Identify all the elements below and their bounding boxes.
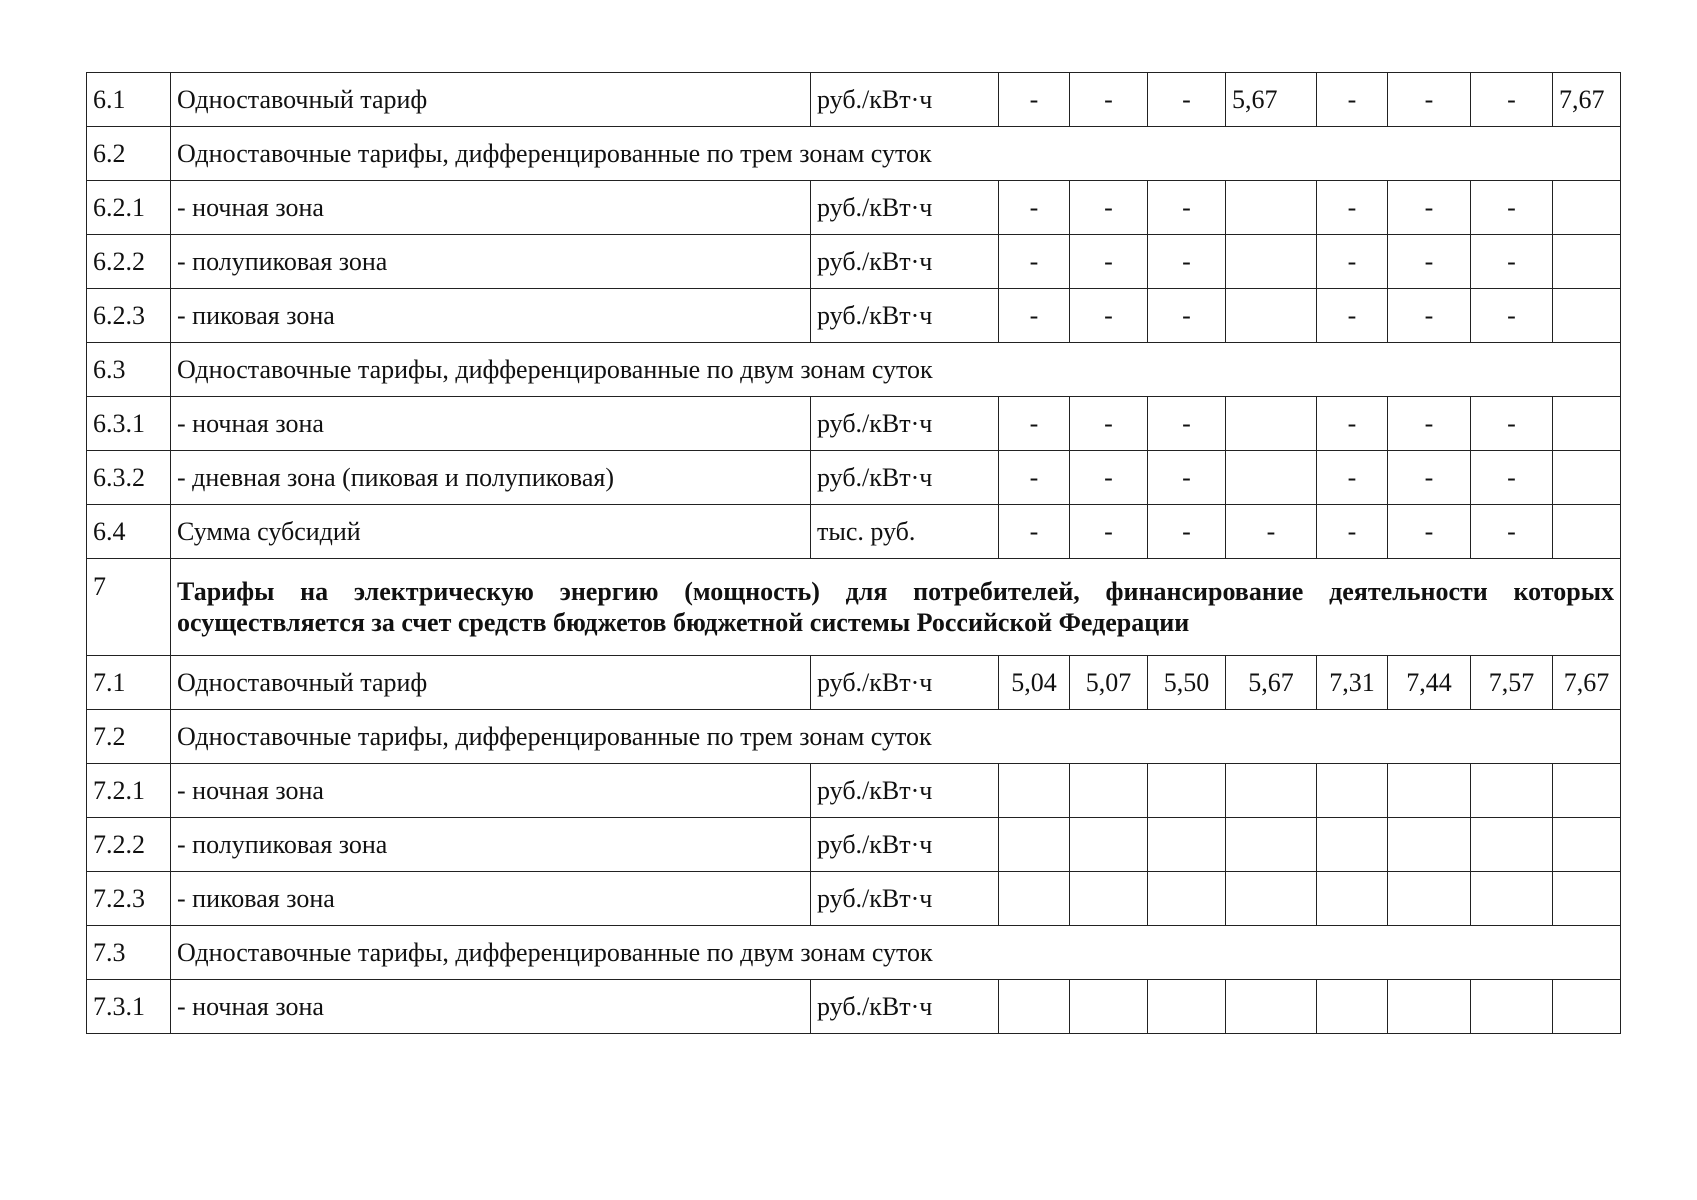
value-cell: -: [1388, 181, 1471, 235]
value-cell: 5,67: [1226, 73, 1317, 127]
value-cell: 7,57: [1471, 656, 1553, 710]
row-label: - пиковая зона: [171, 872, 811, 926]
value-cell: [1226, 181, 1317, 235]
row-number: 6.4: [87, 505, 171, 559]
row-label: - ночная зона: [171, 764, 811, 818]
value-cell: [1226, 397, 1317, 451]
value-cell: 7,67: [1553, 656, 1621, 710]
row-unit: руб./кВт·ч: [811, 764, 999, 818]
row-label: - ночная зона: [171, 397, 811, 451]
value-cell: 5,67: [1226, 656, 1317, 710]
value-cell: -: [1070, 73, 1148, 127]
row-label: - пиковая зона: [171, 289, 811, 343]
row-number: 6.2.3: [87, 289, 171, 343]
value-cell: [1226, 980, 1317, 1034]
value-cell: [1553, 872, 1621, 926]
table-row: [87, 710, 1621, 764]
value-cell: -: [1070, 289, 1148, 343]
value-cell: -: [1148, 235, 1226, 289]
value-cell: -: [1070, 505, 1148, 559]
value-cell: -: [1388, 73, 1471, 127]
value-cell: -: [1471, 289, 1553, 343]
value-cell: -: [1388, 397, 1471, 451]
value-cell: -: [999, 397, 1070, 451]
value-cell: [999, 764, 1070, 818]
value-cell: -: [1471, 73, 1553, 127]
value-cell: [1070, 980, 1148, 1034]
value-cell: [1553, 764, 1621, 818]
value-cell: -: [1471, 505, 1553, 559]
value-cell: 7,67: [1553, 73, 1621, 127]
value-cell: 7,44: [1388, 656, 1471, 710]
value-cell: [1553, 289, 1621, 343]
row-unit: руб./кВт·ч: [811, 289, 999, 343]
value-cell: [1148, 818, 1226, 872]
value-cell: [1226, 872, 1317, 926]
value-cell: -: [1148, 451, 1226, 505]
row-number: 7.1: [87, 656, 171, 710]
value-cell: [1553, 505, 1621, 559]
value-cell: -: [1317, 397, 1388, 451]
row-number: 7.2.2: [87, 818, 171, 872]
table-row: [87, 127, 1621, 181]
value-cell: [1471, 872, 1553, 926]
value-cell: [1388, 764, 1471, 818]
value-cell: [999, 980, 1070, 1034]
row-unit: руб./кВт·ч: [811, 980, 999, 1034]
value-cell: [1226, 289, 1317, 343]
value-cell: [1553, 980, 1621, 1034]
value-cell: -: [999, 73, 1070, 127]
value-cell: -: [1070, 181, 1148, 235]
value-cell: -: [1148, 505, 1226, 559]
row-number: 6.1: [87, 73, 171, 127]
value-cell: -: [1148, 397, 1226, 451]
value-cell: [1471, 764, 1553, 818]
value-cell: [1148, 764, 1226, 818]
value-cell: -: [1388, 505, 1471, 559]
row-label: - ночная зона: [171, 980, 811, 1034]
value-cell: -: [999, 235, 1070, 289]
value-cell: -: [1148, 289, 1226, 343]
value-cell: [1553, 181, 1621, 235]
row-number: 6.2: [87, 127, 171, 181]
table-row: [87, 505, 1621, 559]
row-label: Сумма субсидий: [171, 505, 811, 559]
row-unit: руб./кВт·ч: [811, 872, 999, 926]
value-cell: -: [1070, 451, 1148, 505]
section-heading: Тарифы на электрическую энергию (мощность) для потребителей, финансирование деятельности которых осуществляется за счет средств бюджетов бюджетной системы Российской Федерации: [171, 559, 1621, 656]
value-cell: [1317, 872, 1388, 926]
row-number: 6.3.2: [87, 451, 171, 505]
value-cell: [999, 872, 1070, 926]
value-cell: [1148, 872, 1226, 926]
value-cell: -: [1471, 451, 1553, 505]
row-number: 7.3: [87, 926, 171, 980]
table-row: [87, 559, 1621, 656]
value-cell: -: [999, 505, 1070, 559]
value-cell: -: [1317, 289, 1388, 343]
row-number: 7: [87, 559, 171, 656]
row-label: - полупиковая зона: [171, 818, 811, 872]
value-cell: -: [1471, 397, 1553, 451]
row-number: 6.2.1: [87, 181, 171, 235]
value-cell: [1226, 451, 1317, 505]
table-row: [87, 818, 1621, 872]
table-row: [87, 343, 1621, 397]
value-cell: [1317, 980, 1388, 1034]
row-unit: руб./кВт·ч: [811, 181, 999, 235]
row-number: 7.3.1: [87, 980, 171, 1034]
table-row: [87, 451, 1621, 505]
value-cell: [1553, 451, 1621, 505]
value-cell: [1317, 764, 1388, 818]
row-label: - ночная зона: [171, 181, 811, 235]
table-row: [87, 656, 1621, 710]
value-cell: -: [1317, 235, 1388, 289]
table-row: [87, 926, 1621, 980]
table-row: [87, 980, 1621, 1034]
value-cell: -: [1388, 289, 1471, 343]
value-cell: -: [1070, 235, 1148, 289]
row-label: Одноставочный тариф: [171, 656, 811, 710]
value-cell: [1070, 818, 1148, 872]
value-cell: -: [1070, 397, 1148, 451]
value-cell: [1388, 818, 1471, 872]
value-cell: [1226, 235, 1317, 289]
value-cell: -: [999, 181, 1070, 235]
value-cell: [1388, 872, 1471, 926]
value-cell: 5,04: [999, 656, 1070, 710]
row-unit: руб./кВт·ч: [811, 235, 999, 289]
value-cell: -: [1388, 451, 1471, 505]
row-unit: руб./кВт·ч: [811, 656, 999, 710]
table-row: [87, 764, 1621, 818]
value-cell: [1471, 980, 1553, 1034]
value-cell: -: [1317, 451, 1388, 505]
table-row: [87, 872, 1621, 926]
row-number: 6.3.1: [87, 397, 171, 451]
value-cell: [1553, 818, 1621, 872]
value-cell: -: [1317, 181, 1388, 235]
row-number: 7.2.3: [87, 872, 171, 926]
value-cell: [1226, 818, 1317, 872]
value-cell: [1148, 980, 1226, 1034]
value-cell: [1070, 872, 1148, 926]
row-unit: руб./кВт·ч: [811, 397, 999, 451]
row-unit: руб./кВт·ч: [811, 818, 999, 872]
value-cell: -: [1317, 73, 1388, 127]
value-cell: [999, 818, 1070, 872]
table-row: [87, 181, 1621, 235]
table-row: [87, 235, 1621, 289]
value-cell: -: [1471, 181, 1553, 235]
row-unit: руб./кВт·ч: [811, 451, 999, 505]
value-cell: -: [999, 289, 1070, 343]
row-unit: руб./кВт·ч: [811, 73, 999, 127]
value-cell: -: [1226, 505, 1317, 559]
value-cell: [1226, 764, 1317, 818]
value-cell: [1471, 818, 1553, 872]
row-label: - дневная зона (пиковая и полупиковая): [171, 451, 811, 505]
value-cell: -: [1148, 181, 1226, 235]
row-number: 6.2.2: [87, 235, 171, 289]
value-cell: -: [999, 451, 1070, 505]
value-cell: [1388, 980, 1471, 1034]
value-cell: -: [1471, 235, 1553, 289]
value-cell: [1553, 235, 1621, 289]
value-cell: 5,07: [1070, 656, 1148, 710]
group-heading: Одноставочные тарифы, дифференцированные по двум зонам суток: [171, 926, 1621, 980]
row-label: Одноставочный тариф: [171, 73, 811, 127]
group-heading: Одноставочные тарифы, дифференцированные по трем зонам суток: [171, 127, 1621, 181]
table-row: [87, 289, 1621, 343]
value-cell: -: [1317, 505, 1388, 559]
value-cell: -: [1148, 73, 1226, 127]
row-number: 7.2: [87, 710, 171, 764]
value-cell: [1317, 818, 1388, 872]
table-body: [87, 73, 1621, 1034]
value-cell: [1070, 764, 1148, 818]
value-cell: 7,31: [1317, 656, 1388, 710]
value-cell: [1553, 397, 1621, 451]
group-heading: Одноставочные тарифы, дифференцированные по трем зонам суток: [171, 710, 1621, 764]
value-cell: 5,50: [1148, 656, 1226, 710]
group-heading: Одноставочные тарифы, дифференцированные по двум зонам суток: [171, 343, 1621, 397]
row-unit: тыс. руб.: [811, 505, 999, 559]
value-cell: -: [1388, 235, 1471, 289]
row-number: 7.2.1: [87, 764, 171, 818]
table-row: [87, 397, 1621, 451]
row-label: - полупиковая зона: [171, 235, 811, 289]
table-row: [87, 73, 1621, 127]
row-number: 6.3: [87, 343, 171, 397]
tariff-table: [86, 72, 1621, 1034]
